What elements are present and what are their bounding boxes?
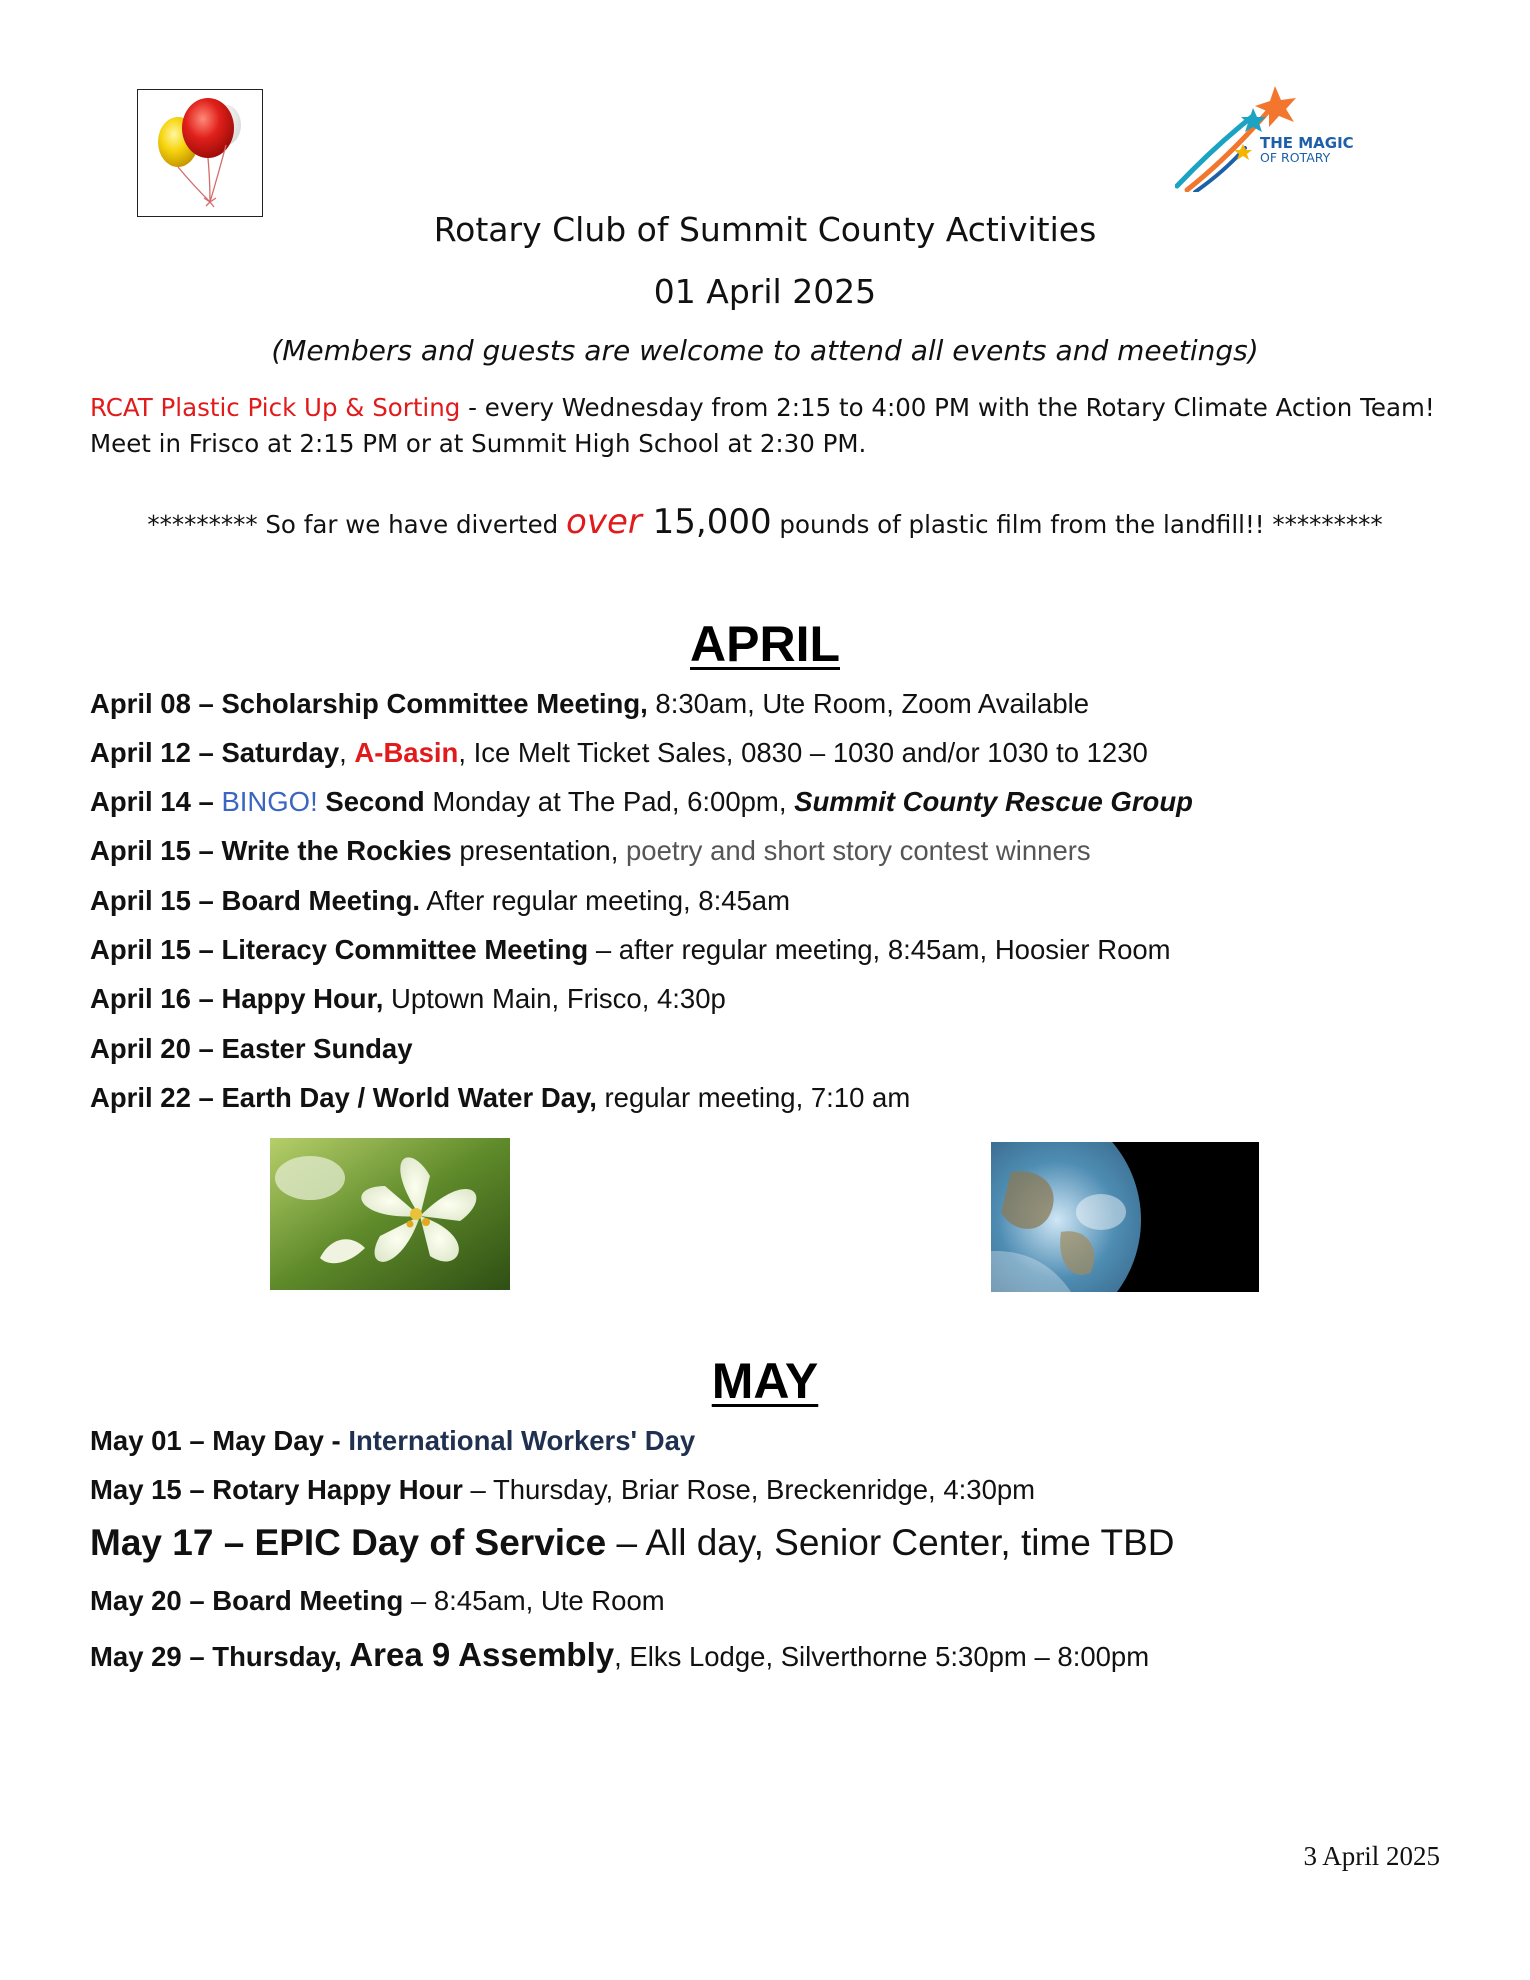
rcat-highlight: RCAT Plastic Pick Up & Sorting (90, 393, 461, 422)
event-details: , Ice Melt Ticket Sales, 0830 – 1030 and/or 1030 to 1230 (458, 737, 1148, 768)
may-event-2 (90, 1474, 1035, 1506)
april-event-5 (90, 885, 790, 917)
event-date: April 16 – (90, 983, 222, 1014)
april-event-4 (90, 835, 1091, 867)
event-details: regular meeting, 7:10 am (596, 1082, 911, 1113)
diverted-amount: 15,000 (641, 502, 772, 542)
event-date: April 08 – (90, 688, 222, 719)
page-subtitle: (Members and guests are welcome to attend all events and meetings) (271, 334, 1259, 367)
event-date: May 01 – May Day - (90, 1425, 349, 1456)
may-event-1 (90, 1425, 695, 1457)
event-date: May 20 – Board Meeting (90, 1585, 404, 1616)
page-title: Rotary Club of Summit County Activities (433, 210, 1097, 249)
april-event-3 (90, 786, 1193, 818)
april-event-7 (90, 983, 726, 1015)
diverted-post: pounds of plastic film from the landfill!! ********* (771, 510, 1383, 539)
earth-globe-icon (991, 1142, 1259, 1292)
event-details: – All day, Senior Center, time TBD (606, 1522, 1175, 1563)
event-details: – 8:45am, Ute Room (403, 1585, 665, 1616)
event-details: 8:30am, Ute Room, Zoom Available (647, 688, 1090, 719)
event-name: Scholarship Committee Meeting, (221, 688, 648, 719)
event-details: – after regular meeting, 8:45am, Hoosier Room (588, 934, 1171, 965)
event-details: Monday at The Pad, 6:00pm, (424, 786, 795, 817)
event-details: – Thursday, Briar Rose, Breckenridge, 4:30pm (462, 1474, 1036, 1505)
may-event-5 (90, 1636, 1149, 1674)
may-event-3 (90, 1522, 1175, 1565)
event-day: Saturday (221, 737, 340, 768)
april-event-6 (90, 934, 1171, 966)
diverted-banner (0, 502, 1530, 542)
event-date: April 14 – (90, 786, 222, 817)
earth-photo (991, 1142, 1259, 1292)
event-name: Write the Rockies (221, 835, 452, 866)
magic-of-rotary-logo (1175, 86, 1360, 192)
april-heading: APRIL (690, 616, 840, 672)
rcat-text: - every Wednesday from 2:15 to 4:00 PM with the Rotary Climate Action Team! Meet in Frisco at 2:15 PM or at Summit High School at 2:30 PM. (90, 393, 1435, 458)
event-name: Board Meeting. (221, 885, 421, 916)
event-date: April 20 – (90, 1033, 222, 1064)
lily-flower-icon (270, 1138, 510, 1290)
april-event-8 (90, 1033, 413, 1065)
event-details: After regular meeting, 8:45am (420, 885, 790, 916)
balloons-icon (138, 90, 261, 215)
diverted-pre: ********* So far we have diverted (147, 510, 567, 539)
easter-lily-photo (270, 1138, 510, 1290)
event-date: April 15 – (90, 835, 222, 866)
rcat-paragraph (90, 390, 1460, 462)
event-name: Earth Day / World Water Day, (221, 1082, 597, 1113)
april-event-1 (90, 688, 1089, 720)
event-name: Literacy Committee Meeting (221, 934, 589, 965)
event-second: Second (317, 786, 425, 817)
event-date: May 17 – EPIC Day of Service (90, 1522, 607, 1563)
may-heading: MAY (711, 1353, 819, 1409)
page-date: 01 April 2025 (653, 272, 877, 311)
event-bingo: BINGO! (221, 786, 318, 817)
event-details: presentation, (451, 835, 626, 866)
event-date: April 15 – (90, 885, 222, 916)
event-name: Area 9 Assembly (349, 1636, 615, 1673)
event-name: International Workers' Day (348, 1425, 696, 1456)
event-date: May 15 – Rotary Happy Hour (90, 1474, 463, 1505)
event-group: Summit County Rescue Group (794, 786, 1193, 817)
may-event-4 (90, 1585, 665, 1617)
event-date: April 15 – (90, 934, 222, 965)
event-detail-extra: poetry and short story contest winners (626, 835, 1091, 866)
event-date: April 22 – (90, 1082, 222, 1113)
footer-date: 3 April 2025 (1303, 1841, 1440, 1871)
event-comma: , (339, 737, 355, 768)
april-event-9 (90, 1082, 910, 1114)
logo-line1: THE MAGIC (1260, 134, 1354, 152)
event-name: Happy Hour, (221, 983, 384, 1014)
event-date: May 29 – Thursday, (90, 1641, 350, 1672)
event-place: A-Basin (354, 737, 459, 768)
event-details: , Elks Lodge, Silverthorne 5:30pm – 8:00pm (614, 1641, 1150, 1672)
event-details: Uptown Main, Frisco, 4:30p (383, 983, 726, 1014)
logo-line2: OF ROTARY (1260, 150, 1331, 165)
april-event-2 (90, 737, 1148, 769)
diverted-over: over (566, 502, 642, 542)
balloons-image (137, 89, 263, 217)
event-name: Easter Sunday (221, 1033, 413, 1064)
event-date: April 12 – (90, 737, 222, 768)
